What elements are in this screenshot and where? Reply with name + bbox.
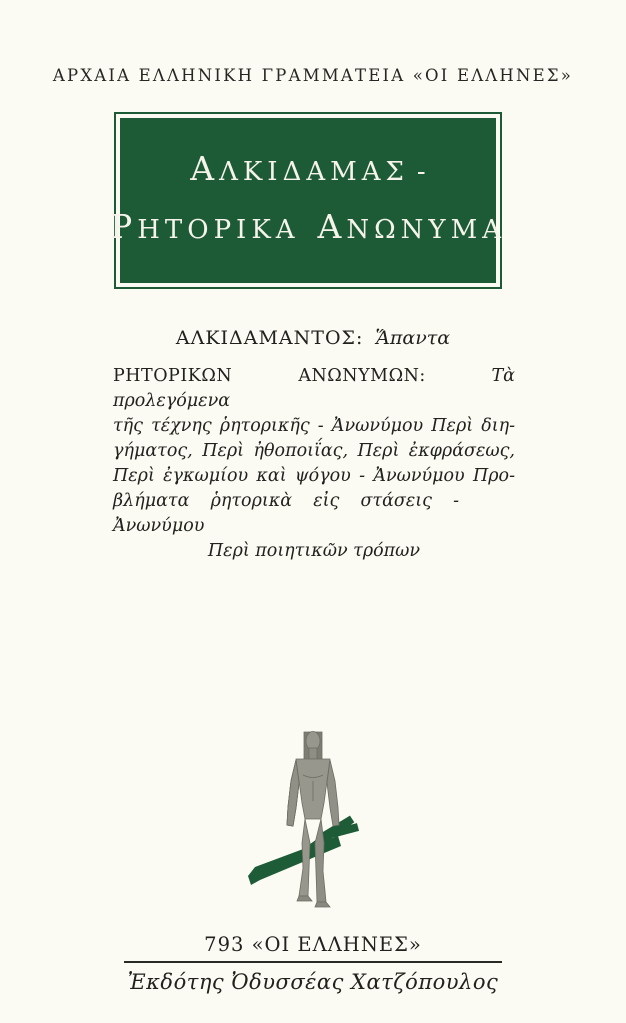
body-line-6: Περὶ ποιητικῶν τρόπων	[207, 541, 421, 561]
book-title-line-2	[110, 204, 506, 256]
title-word1-initial: Ρ	[110, 206, 138, 246]
body-line-5: βλήματα ῥητορικὰ εἰς στάσεις - Ἀνωνύμου	[113, 491, 459, 536]
anonymous-label: ΡΗΤΟΡΙΚΩΝ ΑΝΩΝΥΜΩΝ:	[113, 366, 426, 386]
title-word2-rest: ΝΩΝΥΜΑ	[346, 214, 506, 245]
body-line-2: τῆς τέχνης ῥητορικῆς - Ἀνωνύμου Περὶ διη-	[113, 416, 515, 436]
series-header: ΑΡΧΑΙΑ ΕΛΛΗΝΙΚΗ ΓΡΑΜΜΑΤΕΙΑ «ΟΙ ΕΛΛΗΝΕΣ»	[52, 66, 574, 85]
title-rest: ΛΚΙΔΑΜΑΣ	[219, 156, 409, 187]
alcidamas-label: ΑΛΚΙΔΑΜΑΝΤΟΣ:	[175, 327, 364, 349]
kouros-statue-icon	[238, 723, 388, 908]
alcidamas-works-line	[0, 327, 626, 349]
title-plaque	[110, 112, 506, 289]
title-word2-initial: Α	[317, 206, 347, 246]
anonymous-works-block	[113, 364, 515, 564]
body-line-3: γήματος, Περὶ ἠθοποιΐας, Περὶ ἐκφράσεως,	[113, 441, 515, 461]
body-line-4: Περὶ ἐγκωμίου καὶ ψόγου - Ἀνωνύμου Προ-	[113, 466, 515, 486]
publisher-line: Ἐκδότης Ὀδυσσέας Χατζόπουλος	[127, 970, 499, 994]
body-line-1	[113, 364, 515, 414]
kouros-figure	[287, 732, 339, 908]
title-plaque-inner	[110, 118, 506, 283]
title-initial: Α	[190, 148, 220, 188]
title-dash: -	[416, 156, 426, 187]
publisher-logo	[238, 723, 388, 908]
anonymous-intro: Τὰ προλεγόμενα	[113, 366, 515, 411]
alcidamas-title: Ἅπαντα	[375, 327, 451, 349]
book-title-line-1	[190, 146, 425, 198]
title-word1-rest: ΗΤΟΡΙΚΑ	[137, 214, 300, 245]
footer-divider	[124, 961, 502, 963]
series-number-line: 793 «ΟΙ ΕΛΛΗΝΕΣ»	[204, 933, 422, 956]
